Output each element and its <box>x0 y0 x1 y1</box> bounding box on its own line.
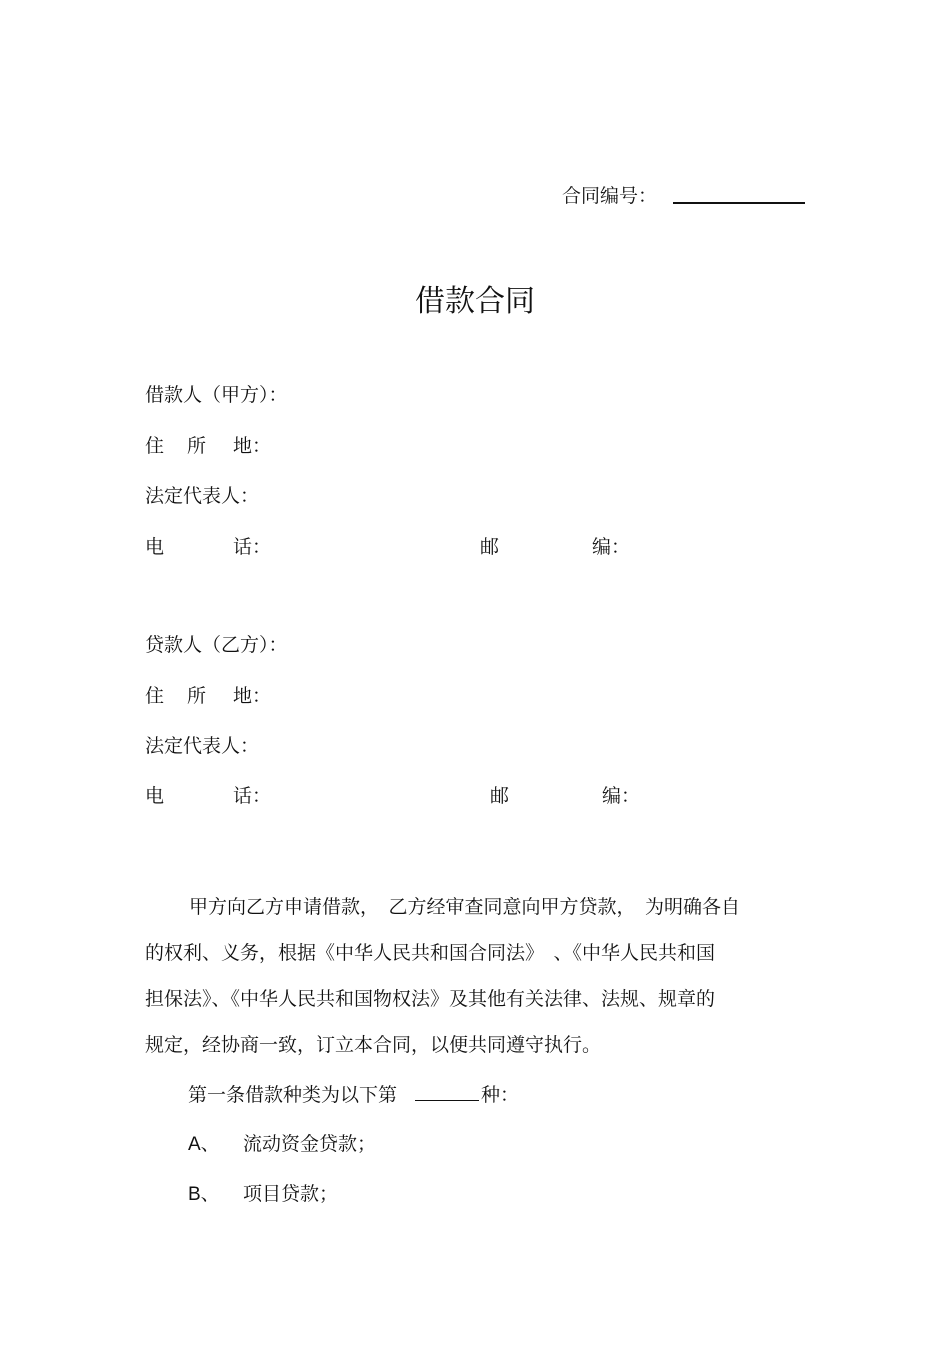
party-b-postcode-label-2: 编： <box>602 785 641 807</box>
party-a-representative-label: 法定代表人： <box>145 485 260 507</box>
item-a-letter: A、 <box>188 1134 220 1155</box>
article-1-line <box>188 1080 519 1107</box>
party-a-phone-label-1: 电 <box>145 536 165 558</box>
party-a-address-label-3: 地： <box>233 435 272 457</box>
item-b-text: 项目贷款； <box>243 1183 339 1205</box>
party-b-address-label-2: 所 <box>187 685 207 707</box>
contract-number-label: 合同编号： <box>562 185 658 207</box>
preamble-line: 规定，经协商一致，订立本合同，以便共同遵守执行。 <box>145 1034 602 1056</box>
party-b-phone-label-2: 话： <box>233 785 272 807</box>
article-1-prefix: 第一条借款种类为以下第 <box>188 1084 398 1106</box>
party-b-phone-label-1: 电 <box>145 785 165 807</box>
party-a-postcode-label-2: 编： <box>592 536 631 558</box>
item-b-letter: B、 <box>188 1184 220 1205</box>
preamble-line: 甲方向乙方申请借款， 乙方经审查同意向甲方贷款， 为明确各自 <box>189 896 741 918</box>
party-b-address-label-3: 地： <box>233 685 272 707</box>
preamble-line: 的权利、义务，根据《中华人民共和国合同法》 、《中华人民共和国 <box>145 942 716 964</box>
item-a-text: 流动资金贷款； <box>243 1133 377 1155</box>
party-a-address-label-2: 所 <box>187 435 207 457</box>
party-b-representative-label: 法定代表人： <box>145 735 260 757</box>
party-a-phone-label-2: 话： <box>233 536 272 558</box>
loan-type-blank <box>415 1084 479 1101</box>
party-b-heading: 贷款人（乙方）： <box>145 634 288 656</box>
party-b-postcode-label-1: 邮 <box>490 785 510 807</box>
document-title: 借款合同 <box>415 284 535 319</box>
party-a-address-label-1: 住 <box>145 435 165 457</box>
party-a-heading: 借款人（甲方）： <box>145 384 288 406</box>
article-1-suffix: 种： <box>481 1084 520 1106</box>
preamble-line: 担保法》、《中华人民共和国物权法》及其他有关法律、法规、规章的 <box>145 988 716 1010</box>
party-a-postcode-label-1: 邮 <box>480 536 500 558</box>
party-b-address-label-1: 住 <box>145 685 165 707</box>
preamble-paragraph <box>145 884 800 1068</box>
contract-number-blank <box>673 202 805 204</box>
